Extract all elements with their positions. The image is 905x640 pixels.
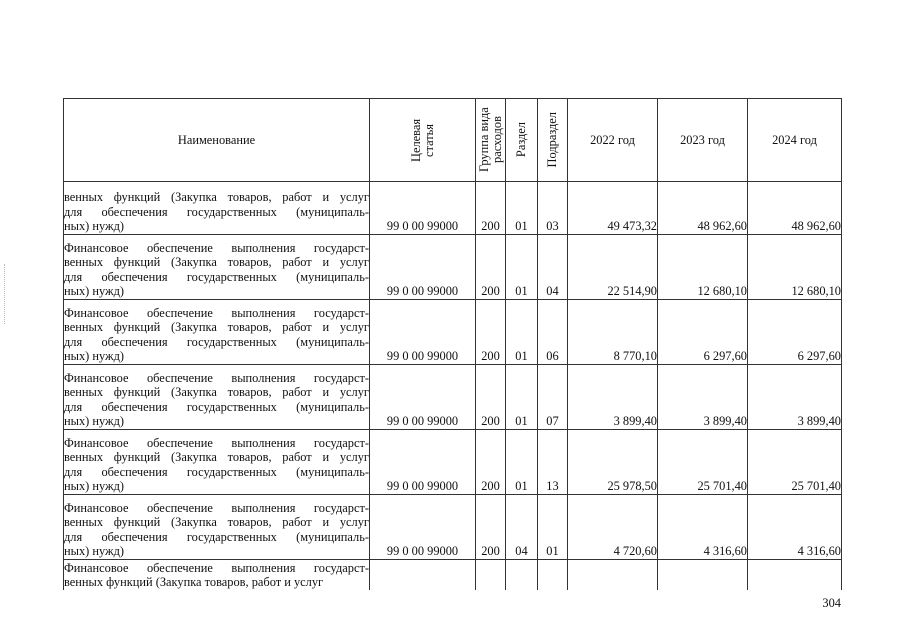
cell-name-line: ных) нужд) <box>64 479 125 494</box>
header-subsection <box>538 99 568 182</box>
cell-name-line: ных) нужд) <box>64 219 125 234</box>
cell-target-article: 99 0 00 99000 <box>370 365 476 430</box>
cell-name <box>64 235 370 300</box>
cell-2023: 6 297,60 <box>658 300 748 365</box>
cell-name-line: Финансовое обеспечение выполнения государст- <box>64 240 369 255</box>
table-row <box>64 365 842 430</box>
cell-name-line: для обеспечения государственных (муниципаль- <box>64 334 369 349</box>
cell-target-article: 99 0 00 99000 <box>370 182 476 235</box>
cell-subsection <box>538 560 568 591</box>
cell-name <box>64 560 370 591</box>
page-number: 304 <box>822 596 841 610</box>
cell-target-article <box>370 560 476 591</box>
cell-target-article: 99 0 00 99000 <box>370 430 476 495</box>
budget-table <box>63 98 842 590</box>
cell-name-line: ных) нужд) <box>64 544 125 559</box>
header-2023: 2023 год <box>658 99 748 182</box>
cell-name-line: для обеспечения государственных (муниципаль- <box>64 204 369 219</box>
table-body <box>64 182 842 591</box>
cell-2024 <box>748 560 842 591</box>
header-target-article <box>370 99 476 182</box>
cell-name-line: ных) нужд) <box>64 284 125 299</box>
cell-2024: 6 297,60 <box>748 300 842 365</box>
table-row <box>64 235 842 300</box>
cell-2022: 3 899,40 <box>568 365 658 430</box>
cell-subsection: 01 <box>538 495 568 560</box>
header-name: Наименование <box>64 99 370 182</box>
cell-section: 01 <box>506 182 538 235</box>
header-section <box>506 99 538 182</box>
cell-name-line: для обеспечения государственных (муниципаль- <box>64 464 369 479</box>
cell-name-line: венных функций (Закупка товаров, работ и услуг <box>64 515 369 530</box>
cell-2022: 4 720,60 <box>568 495 658 560</box>
table-row <box>64 300 842 365</box>
cell-section: 01 <box>506 365 538 430</box>
cell-expense-group: 200 <box>476 235 506 300</box>
cell-expense-group: 200 <box>476 365 506 430</box>
cell-name-line: Финансовое обеспечение выполнения государст- <box>64 305 369 320</box>
cell-section: 01 <box>506 235 538 300</box>
cell-expense-group <box>476 560 506 591</box>
table-header-row <box>64 99 842 182</box>
cell-name-line: для обеспечения государственных (муниципаль- <box>64 399 369 414</box>
cell-2024: 3 899,40 <box>748 365 842 430</box>
header-expense-group <box>476 99 506 182</box>
header-section-text: Раздел <box>514 122 528 158</box>
table-row <box>64 430 842 495</box>
cell-2023: 48 962,60 <box>658 182 748 235</box>
cell-2022: 8 770,10 <box>568 300 658 365</box>
cell-section: 01 <box>506 300 538 365</box>
cell-expense-group: 200 <box>476 495 506 560</box>
cell-name-line: венных функций (Закупка товаров, работ и услуг <box>64 320 369 335</box>
cell-2024: 4 316,60 <box>748 495 842 560</box>
cell-name-line: венных функций (Закупка товаров, работ и услуг <box>64 190 369 205</box>
cell-name-line: венных функций (Закупка товаров, работ и услуг <box>64 385 369 400</box>
cell-name-line: венных функций (Закупка товаров, работ и услуг <box>64 450 369 465</box>
cell-name-line: Финансовое обеспечение выполнения государст- <box>64 500 369 515</box>
header-subsection-text: Подраздел <box>545 112 559 168</box>
cell-section: 04 <box>506 495 538 560</box>
cell-2024: 12 680,10 <box>748 235 842 300</box>
cell-subsection: 04 <box>538 235 568 300</box>
cell-expense-group: 200 <box>476 430 506 495</box>
scan-gutter-mark <box>4 264 6 324</box>
cell-section <box>506 560 538 591</box>
cell-name-line: венных функций (Закупка товаров, работ и услуг <box>64 255 369 270</box>
table-row <box>64 495 842 560</box>
cell-2024: 48 962,60 <box>748 182 842 235</box>
cell-2023 <box>658 560 748 591</box>
cell-name-line: венных функций (Закупка товаров, работ и услуг <box>64 575 324 590</box>
cell-section: 01 <box>506 430 538 495</box>
header-target-article-text: Целевая статья <box>408 118 436 162</box>
table-row <box>64 182 842 235</box>
cell-name-line: ных) нужд) <box>64 349 125 364</box>
cell-subsection: 03 <box>538 182 568 235</box>
cell-name-line: ных) нужд) <box>64 414 125 429</box>
cell-name-line: для обеспечения государственных (муниципаль- <box>64 529 369 544</box>
header-2024: 2024 год <box>748 99 842 182</box>
cell-name-line: Финансовое обеспечение выполнения государст- <box>64 435 369 450</box>
header-2022: 2022 год <box>568 99 658 182</box>
cell-expense-group: 200 <box>476 300 506 365</box>
cell-2022: 22 514,90 <box>568 235 658 300</box>
cell-target-article: 99 0 00 99000 <box>370 495 476 560</box>
cell-2022 <box>568 560 658 591</box>
cell-subsection: 13 <box>538 430 568 495</box>
cell-target-article: 99 0 00 99000 <box>370 235 476 300</box>
cell-2023: 3 899,40 <box>658 365 748 430</box>
cell-2024: 25 701,40 <box>748 430 842 495</box>
cell-target-article: 99 0 00 99000 <box>370 300 476 365</box>
cell-2023: 4 316,60 <box>658 495 748 560</box>
table-row <box>64 560 842 591</box>
cell-name <box>64 182 370 235</box>
header-expense-group-text: Группа вида расходов <box>476 107 504 173</box>
cell-subsection: 06 <box>538 300 568 365</box>
cell-subsection: 07 <box>538 365 568 430</box>
cell-2022: 49 473,32 <box>568 182 658 235</box>
cell-name <box>64 300 370 365</box>
cell-name <box>64 495 370 560</box>
cell-2022: 25 978,50 <box>568 430 658 495</box>
cell-name-line: для обеспечения государственных (муниципаль- <box>64 269 369 284</box>
cell-name <box>64 430 370 495</box>
cell-2023: 12 680,10 <box>658 235 748 300</box>
cell-name-line: Финансовое обеспечение выполнения государст- <box>64 560 369 575</box>
cell-expense-group: 200 <box>476 182 506 235</box>
cell-name <box>64 365 370 430</box>
cell-name-line: Финансовое обеспечение выполнения государст- <box>64 370 369 385</box>
cell-2023: 25 701,40 <box>658 430 748 495</box>
